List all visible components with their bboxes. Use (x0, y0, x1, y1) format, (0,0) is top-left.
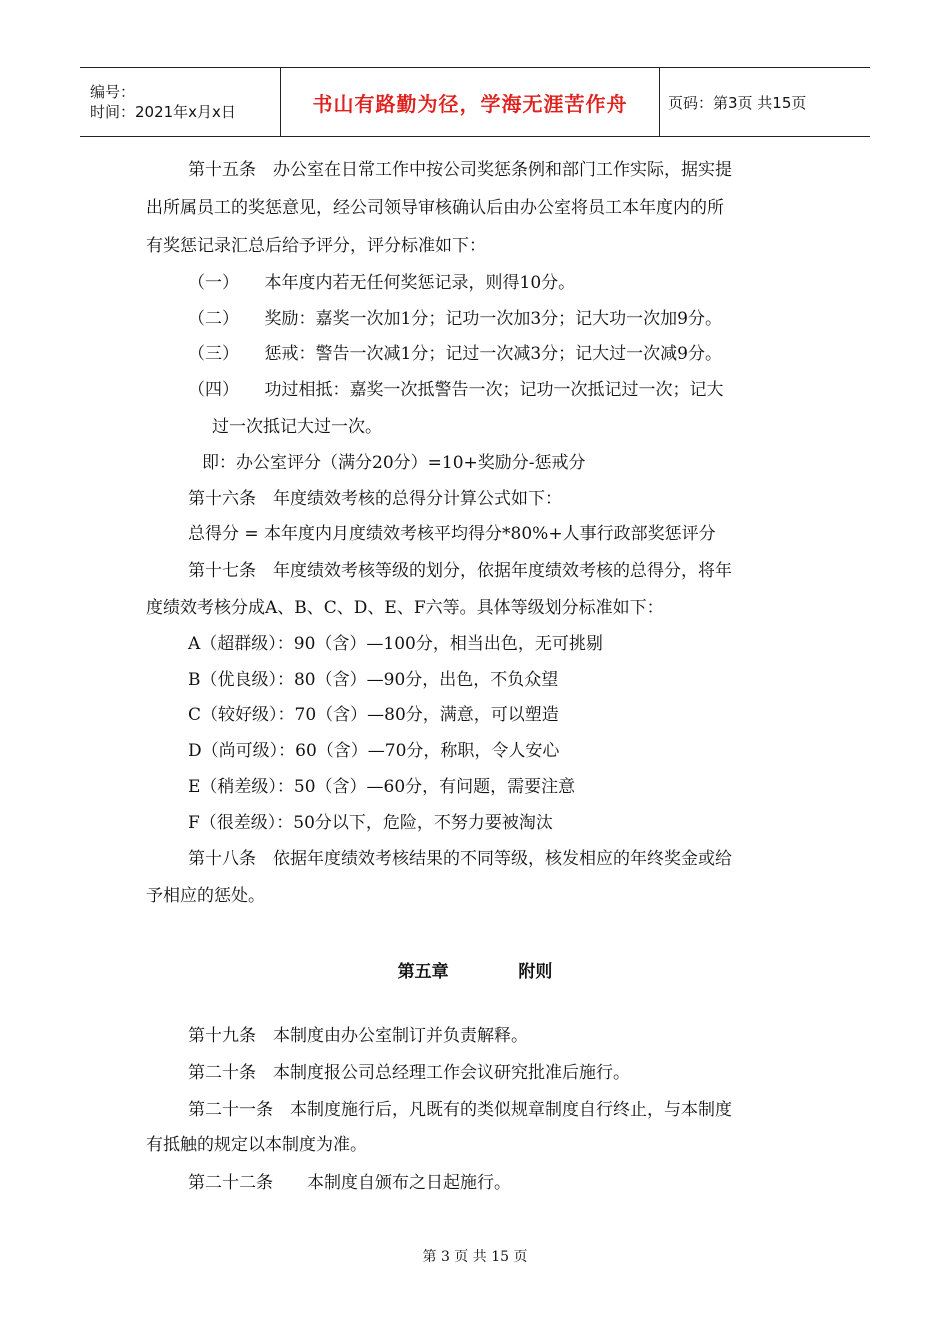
article-20: 第二十条 本制度报公司总经理工作会议研究批准后施行。 (188, 1063, 630, 1083)
scoring-item-1: （一） 本年度内若无任何奖惩记录，则得10分。 (188, 273, 576, 293)
scoring-item-4-line-2: 过一次抵记大过一次。 (212, 417, 382, 437)
chapter-heading (0, 957, 950, 982)
grade-f: F（很差级）：50分以下，危险，不努力要被淘汰 (188, 813, 553, 833)
page-footer: 第 3 页 共 15 页 (422, 1249, 528, 1265)
grade-a: A（超群级）：90（含）—100分，相当出色，无可挑剔 (188, 634, 603, 654)
grade-e: E（稍差级）：50（含）—60分，有问题，需要注意 (188, 777, 576, 797)
document-number-label: 编号： (90, 83, 136, 101)
article-22: 第二十二条 本制度自颁布之日起施行。 (188, 1173, 511, 1193)
header-motto-cell (280, 68, 660, 136)
article-21-line-1: 第二十一条 本制度施行后，凡既有的类似规章制度自行终止，与本制度 (188, 1100, 732, 1120)
article-17-line-2: 度绩效考核分成A、B、C、D、E、F六等。具体等级划分标准如下： (146, 598, 664, 618)
chapter-title: 附则 (518, 962, 553, 982)
header-motto: 书山有路勤为径，学海无涯苦作舟 (312, 91, 628, 116)
grade-b: B（优良级）：80（含）—90分，出色，不负众望 (188, 670, 559, 690)
total-score-formula: 总得分 = 本年度内月度绩效考核平均得分*80%+人事行政部奖惩评分 (188, 524, 716, 544)
article-18-line-1: 第十八条 依据年度绩效考核结果的不同等级，核发相应的年终奖金或给 (188, 849, 732, 869)
document-date-label: 时间：2021年x月x日 (90, 103, 236, 121)
article-18-line-2: 予相应的惩处。 (146, 886, 265, 906)
article-17-line-1: 第十七条 年度绩效考核等级的划分，依据年度绩效考核的总得分，将年 (188, 561, 732, 581)
article-15-line-3: 有奖惩记录汇总后给予评分，评分标准如下： (146, 236, 486, 256)
article-19: 第十九条 本制度由办公室制订并负责解释。 (188, 1026, 528, 1046)
grade-c: C（较好级）：70（含）—80分，满意，可以塑造 (188, 705, 559, 725)
scoring-item-4-line-1: （四） 功过相抵：嘉奖一次抵警告一次；记功一次抵记过一次；记大 (188, 380, 724, 400)
scoring-item-2: （二） 奖励：嘉奖一次加1分；记功一次加3分；记大功一次加9分。 (188, 309, 722, 329)
header-page-number: 页码：第3页 共15页 (668, 93, 807, 112)
grade-d: D（尚可级）：60（含）—70分，称职，令人安心 (188, 741, 560, 761)
scoring-item-3: （三） 惩戒：警告一次减1分；记过一次减3分；记大过一次减9分。 (188, 344, 722, 364)
page-header (80, 67, 870, 137)
office-score-formula: 即：办公室评分（满分20分）=10+奖励分-惩戒分 (202, 453, 586, 473)
article-16: 第十六条 年度绩效考核的总得分计算公式如下： (188, 489, 562, 509)
article-15-line-1: 第十五条 办公室在日常工作中按公司奖惩条例和部门工作实际，据实提 (188, 160, 732, 180)
article-15-line-2: 出所属员工的奖惩意见，经公司领导审核确认后由办公室将员工本年度内的所 (146, 198, 724, 218)
chapter-number: 第五章 (397, 962, 449, 982)
article-21-line-2: 有抵触的规定以本制度为准。 (146, 1135, 367, 1155)
header-meta (80, 68, 280, 136)
header-page-cell (660, 68, 870, 136)
